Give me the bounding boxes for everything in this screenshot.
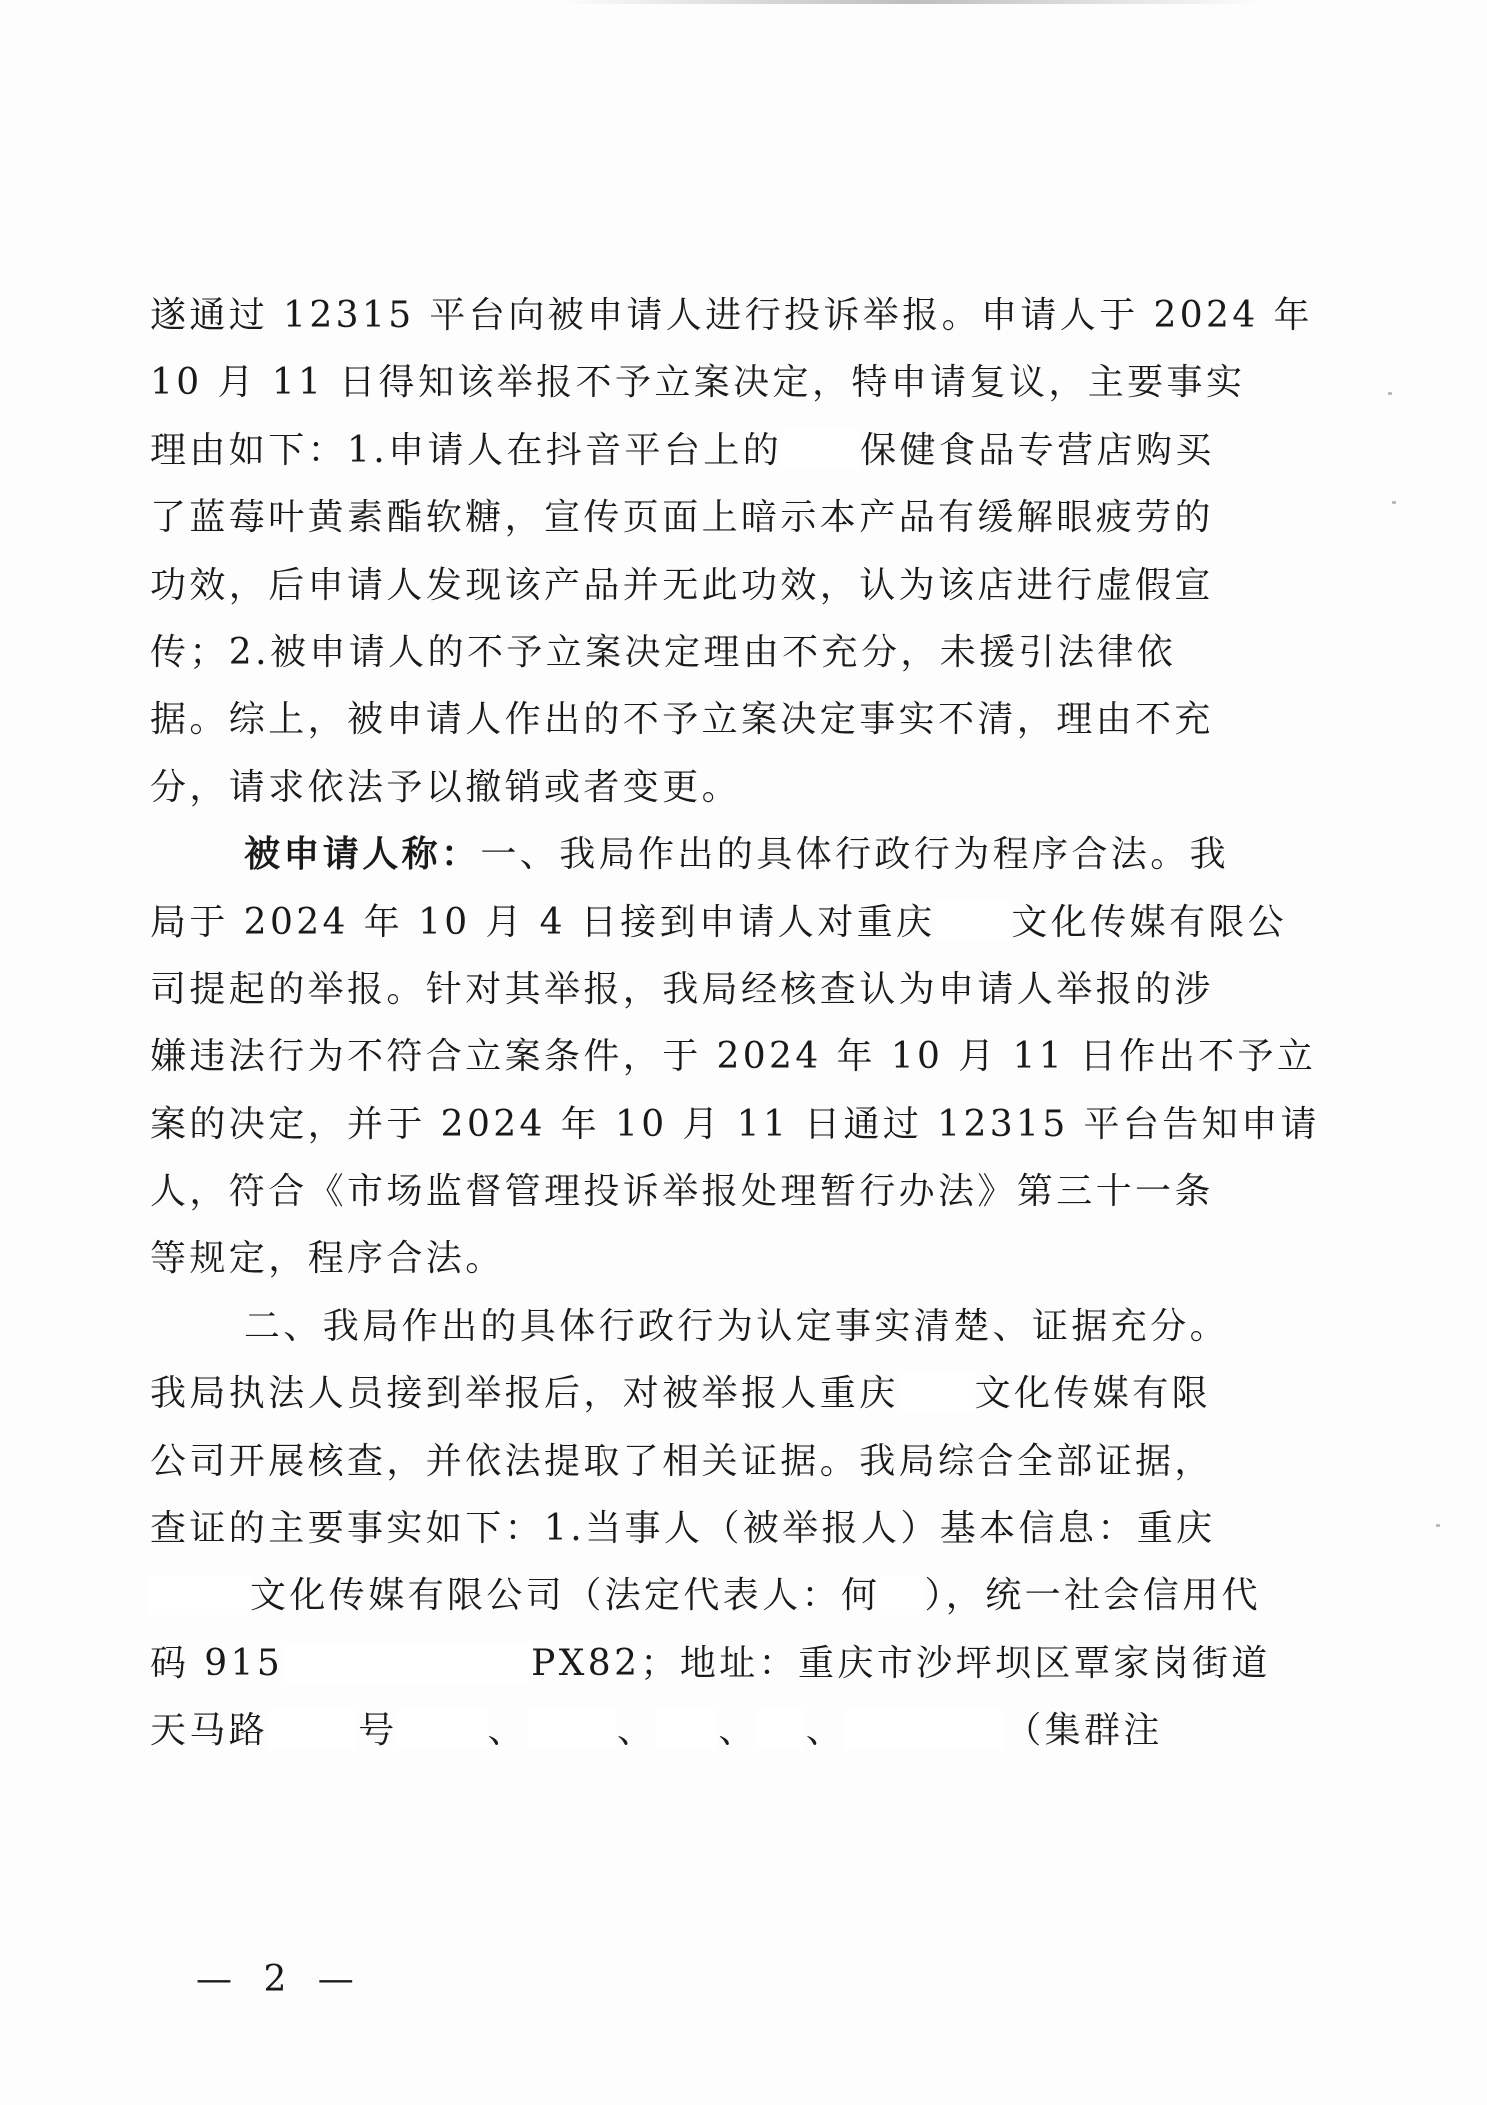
text-line: 司提起的举报。针对其举报，我局经核查认为申请人举报的涉 <box>150 968 1214 1010</box>
redaction-block <box>935 902 1011 942</box>
redaction-block <box>283 1643 531 1683</box>
text-line: 了蓝莓叶黄素酯软糖，宣传页面上暗示本产品有缓解眼疲劳的 <box>150 497 1214 539</box>
text-line: 传；2.被申请人的不予立案决定理由不充分，未援引法律依 <box>150 631 1177 673</box>
redaction-block <box>899 1373 975 1413</box>
text-line: 嫌违法行为不符合立案条件，于 2024 年 10 月 11 日作出不予立 <box>150 1036 1317 1078</box>
text-line: 局于 2024 年 10 月 4 日接到申请人对重庆 文化传媒有限公 <box>150 901 1288 943</box>
text-line: 查证的主要事实如下：1.当事人（被举报人）基本信息：重庆 <box>150 1508 1216 1550</box>
page-number: — 2 — <box>196 1959 364 2000</box>
redaction-block <box>150 1575 250 1615</box>
text-line: 案的决定，并于 2024 年 10 月 11 日通过 12315 平台告知申请 <box>150 1103 1320 1145</box>
text-line: 被申请人称：一、我局作出的具体行政行为程序合法。我 <box>244 833 1230 876</box>
text-line: 遂通过 12315 平台向被申请人进行投诉举报。申请人于 2024 年 <box>150 295 1313 336</box>
text-line: 10 月 11 日得知该举报不予立案决定，特申请复议，主要事实 <box>150 362 1246 404</box>
text-line: 天马路 号 、 、 、 、 （集群注 <box>150 1710 1163 1752</box>
scan-speck <box>1388 392 1392 395</box>
redaction-block <box>845 1710 1005 1750</box>
text-line: 据。综上，被申请人作出的不予立案决定事实不清，理由不充 <box>150 699 1214 741</box>
text-line: 公司开展核查，并依法提取了相关证据。我局综合全部证据， <box>150 1440 1214 1482</box>
redaction-block <box>880 1575 924 1615</box>
scan-edge-shadow <box>560 0 1260 4</box>
document-body <box>150 282 1320 1765</box>
text-line: 等规定，程序合法。 <box>150 1238 505 1280</box>
redaction-block <box>398 1710 488 1750</box>
redaction-block <box>758 1710 806 1750</box>
scan-speck <box>1392 501 1396 504</box>
text-line: 人，符合《市场监督管理投诉举报处理暂行办法》第三十一条 <box>150 1171 1214 1213</box>
text-line: 理由如下：1.申请人在抖音平台上的 保健食品专营店购买 <box>150 429 1215 471</box>
text-line: 分，请求依法予以撤销或者变更。 <box>150 766 742 808</box>
text-line: 二、我局作出的具体行政行为认定事实清楚、证据充分。 <box>244 1305 1230 1347</box>
redaction-block <box>527 1710 617 1750</box>
redaction-block <box>782 430 860 470</box>
scan-speck <box>1436 1524 1440 1527</box>
text-line: 文化传媒有限公司（法定代表人：何 ），统一社会信用代 <box>150 1562 1280 1629</box>
redaction-block <box>656 1710 718 1750</box>
text-line: 码 915 PX82；地址：重庆市沙坪坝区覃家岗街道 <box>150 1642 1271 1684</box>
text-line: 我局执法人员接到举报后，对被举报人重庆 文化传媒有限 <box>150 1373 1212 1415</box>
redaction-block <box>268 1710 358 1750</box>
respondent-heading: 被申请人称： <box>244 833 481 876</box>
text-line: 功效，后申请人发现该产品并无此功效，认为该店进行虚假宣 <box>150 564 1214 606</box>
